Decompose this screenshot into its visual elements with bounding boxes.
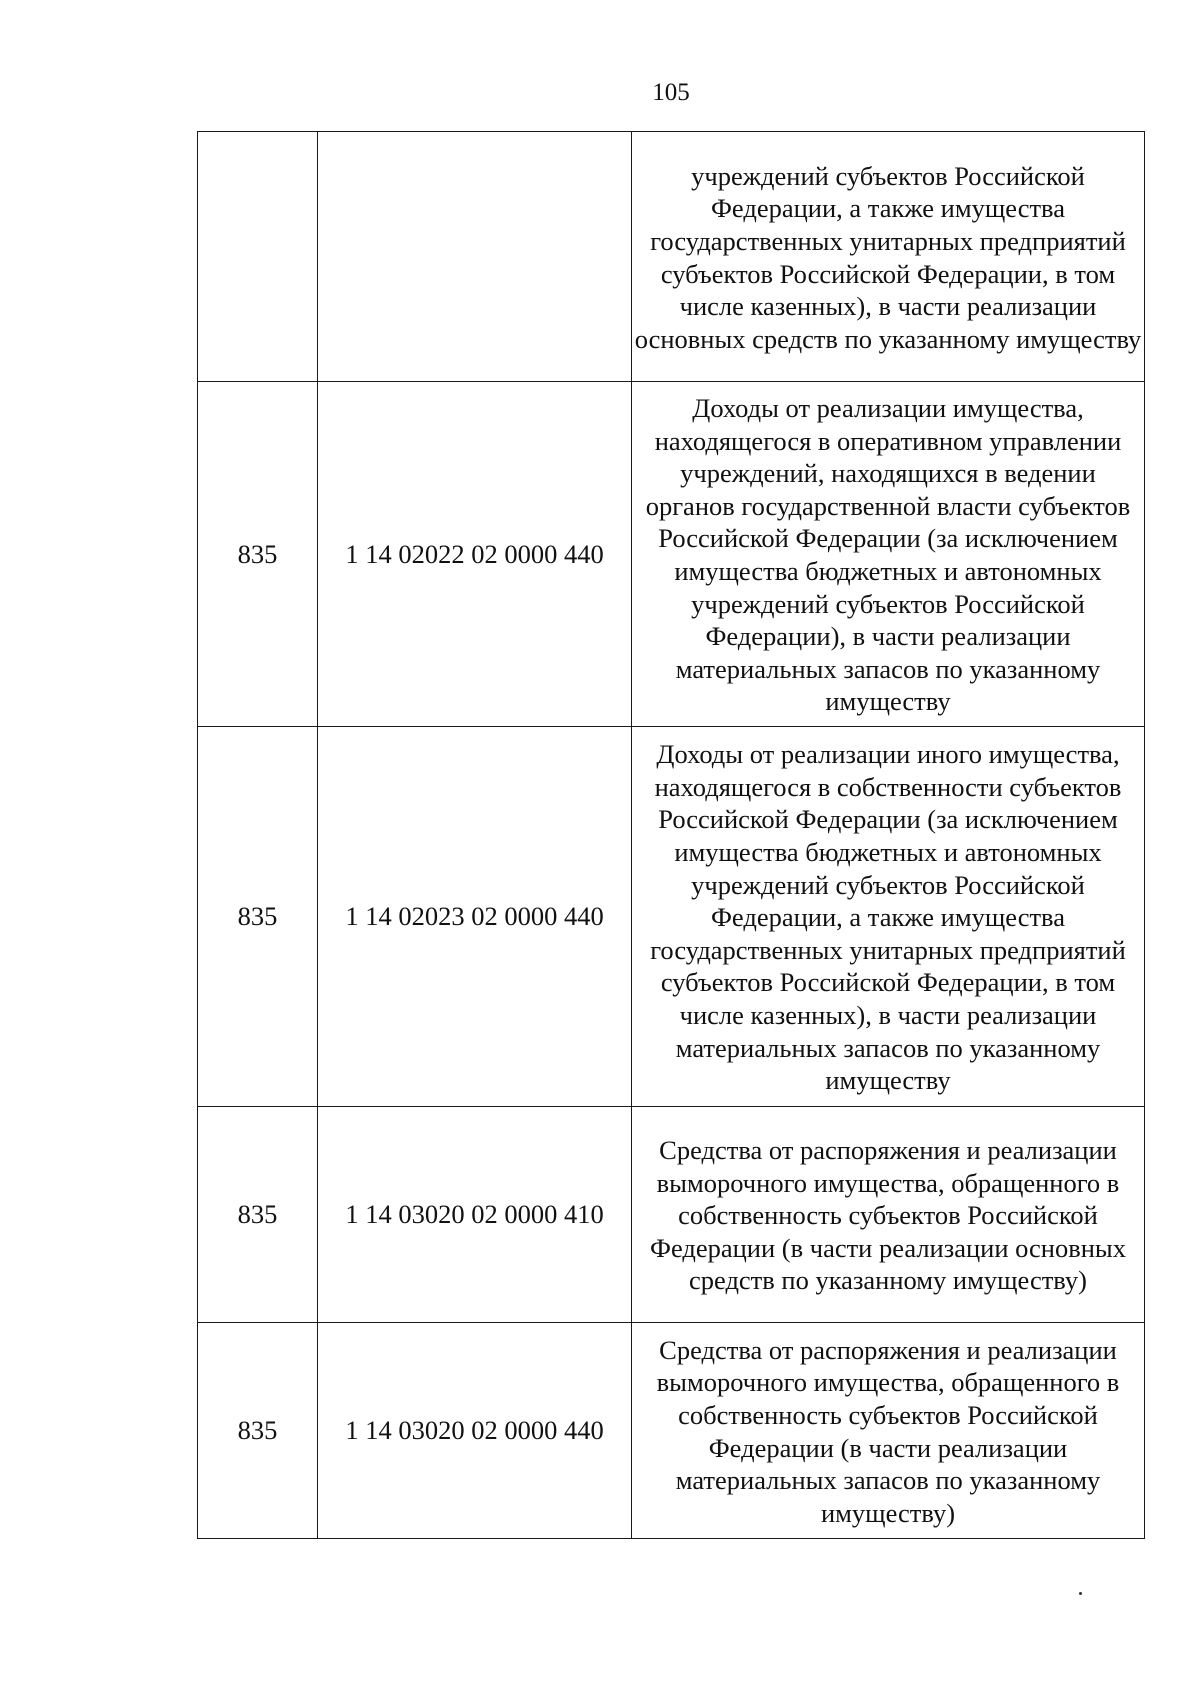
admin-code-cell: 835: [198, 1107, 318, 1323]
revenue-description-cell: Доходы от реализации имущества, находящегося в оперативном управлении учреждений, находящихся в ведении органов государственной власти субъектов Российской Федерации (за исключением имущества бюджетных и автономных учреждений субъектов Российской Федерации), в части реализации материальных запасов по указанному имуществу: [632, 382, 1145, 727]
budget-classification-code-cell: [318, 132, 632, 382]
scan-speck: [1079, 1592, 1082, 1595]
table-row: [198, 1323, 1145, 1539]
revenue-description-cell: Доходы от реализации иного имущества, находящегося в собственности субъектов Российской Федерации (за исключением имущества бюджетных и автономных учреждений субъектов Российской Федерации, а также имущества государственных унитарных предприятий субъектов Российской Федерации, в том числе казенных), в части реализации материальных запасов по указанному имуществу: [632, 727, 1145, 1107]
revenue-description-cell: учреждений субъектов Российской Федерации, а также имущества государственных унитарных предприятий субъектов Российской Федерации, в том числе казенных), в части реализации основных средств по указанному имуществу: [632, 132, 1145, 382]
budget-classification-code-cell: 1 14 03020 02 0000 410: [318, 1107, 632, 1323]
table-row: [198, 727, 1145, 1107]
admin-code-cell: 835: [198, 1323, 318, 1539]
admin-code-cell: [198, 132, 318, 382]
revenue-description-cell: Средства от распоряжения и реализации выморочного имущества, обращенного в собственность субъектов Российской Федерации (в части реализации материальных запасов по указанному имуществу): [632, 1323, 1145, 1539]
revenue-description-cell: Средства от распоряжения и реализации выморочного имущества, обращенного в собственность субъектов Российской Федерации (в части реализации основных средств по указанному имуществу): [632, 1107, 1145, 1323]
budget-classification-code-cell: 1 14 03020 02 0000 440: [318, 1323, 632, 1539]
admin-code-cell: 835: [198, 382, 318, 727]
table-row: [198, 1107, 1145, 1323]
table-row: [198, 132, 1145, 382]
page-number: 105: [652, 79, 690, 106]
table-row: [198, 382, 1145, 727]
budget-classification-code-cell: 1 14 02022 02 0000 440: [318, 382, 632, 727]
revenue-code-table: [197, 131, 1145, 1539]
admin-code-cell: 835: [198, 727, 318, 1107]
budget-classification-code-cell: 1 14 02023 02 0000 440: [318, 727, 632, 1107]
